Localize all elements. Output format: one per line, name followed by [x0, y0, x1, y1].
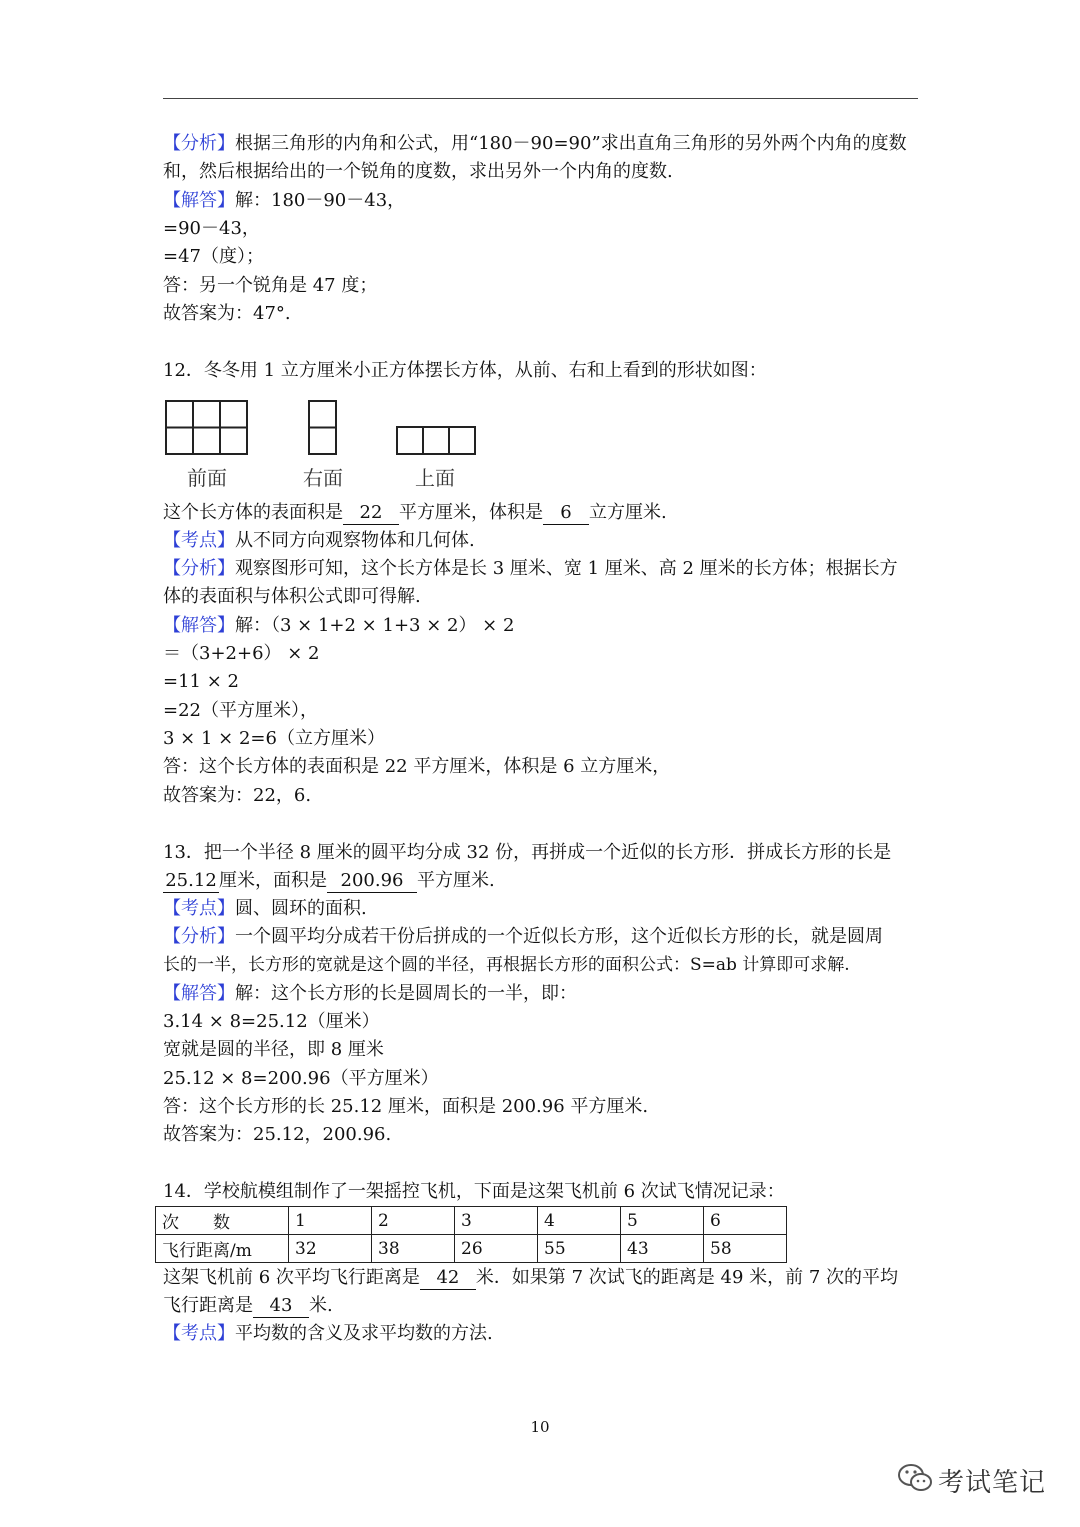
analysis-line: 体的表面积与体积公式即可得解.: [163, 586, 421, 607]
solution-line: 25.12 × 8=200.96（平方厘米）: [163, 1068, 439, 1089]
answer-blank: 6: [543, 502, 589, 525]
top-view-label: 上面: [415, 466, 455, 490]
table-cell: 4: [538, 1207, 621, 1235]
answer-blank: 200.96: [327, 870, 417, 893]
table-cell: 5: [621, 1207, 704, 1235]
final-answer-line: 故答案为：47°.: [163, 303, 291, 324]
answer-blank: 42: [420, 1267, 476, 1290]
table-cell: 3: [455, 1207, 538, 1235]
fill-in-line: 这架飞机前 6 次平均飞行距离是 42 米．如果第 7 次试飞的距离是 49 米，前 7 次的平均: [163, 1267, 899, 1288]
point-line: 【考点】圆、圆环的面积.: [163, 898, 367, 919]
solution-line: 3 × 1 × 2=6（立方厘米）: [163, 728, 385, 749]
table-cell: 58: [704, 1235, 787, 1263]
solution-line: 【解答】解：（3 × 1+2 × 1+3 × 2） × 2: [163, 615, 515, 636]
three-view-figure: [163, 398, 483, 490]
top-view-outline: [397, 427, 475, 454]
final-answer-line: 故答案为：25.12，200.96.: [163, 1124, 392, 1145]
analysis-line: 长的一半，长方形的宽就是这个圆的半径，再根据长方形的面积公式：S=ab 计算即可求解.: [163, 955, 850, 975]
point-line: 【考点】从不同方向观察物体和几何体.: [163, 530, 475, 551]
front-view-label: 前面: [187, 466, 227, 490]
solution-line: 宽就是圆的半径，即 8 厘米: [163, 1039, 384, 1060]
analysis-line: 【分析】一个圆平均分成若干份后拼成的一个近似长方形，这个近似长方形的长，就是圆周: [163, 926, 883, 947]
watermark: [896, 1458, 1066, 1502]
table-cell: 6: [704, 1207, 787, 1235]
header-rule: [163, 98, 918, 99]
table-header-cell: 次 数: [156, 1207, 289, 1235]
right-view-label: 右面: [303, 466, 343, 490]
three-view-drawing: [163, 398, 483, 460]
table-cell: 38: [372, 1235, 455, 1263]
answer-blank: 22: [343, 502, 399, 525]
answer-blank: 43: [253, 1295, 309, 1318]
question-14: 14．学校航模组制作了一架摇控飞机，下面是这架飞机前 6 次试飞情况记录：: [163, 1181, 785, 1202]
flight-record-table: [155, 1206, 787, 1263]
solution-line: 【解答】解：这个长方形的长是圆周长的一半，即：: [163, 983, 577, 1004]
table-header-cell: 飞行距离/m: [156, 1235, 289, 1263]
table-row: [156, 1235, 787, 1263]
solution-line: =22（平方厘米），: [163, 700, 318, 721]
answer-blank: 25.12: [163, 870, 219, 893]
fill-in-line: 飞行距离是 43 米.: [163, 1295, 333, 1316]
table-cell: 32: [289, 1235, 372, 1263]
question-13: 13．把一个半径 8 厘米的圆平均分成 32 份，再拼成一个近似的长方形．拼成长方形的长是: [163, 842, 892, 863]
solution-line: 【解答】解：180－90－43，: [163, 190, 406, 211]
solution-line: 3.14 × 8=25.12（厘米）: [163, 1011, 380, 1032]
analysis-line: 【分析】观察图形可知，这个长方体是长 3 厘米、宽 1 厘米、高 2 厘米的长方体；根据长方: [163, 558, 898, 579]
solution-line: =47（度）；: [163, 246, 264, 267]
page-number: 10: [530, 1418, 550, 1436]
answer-line: 答：另一个锐角是 47 度；: [163, 275, 378, 296]
solution-line: =90－43，: [163, 218, 260, 239]
table-cell: 1: [289, 1207, 372, 1235]
table-row: [156, 1207, 787, 1235]
fill-in-line: 这个长方体的表面积是 22 平方厘米，体积是 6 立方厘米.: [163, 502, 667, 523]
point-line: 【考点】平均数的含义及求平均数的方法.: [163, 1323, 493, 1344]
fill-in-line: 25.12 厘米，面积是 200.96 平方厘米.: [163, 868, 495, 894]
wechat-icon: [896, 1458, 936, 1498]
solution-line: ＝（3+2+6） × 2: [163, 643, 320, 664]
analysis-line: 和，然后根据给出的一个锐角的度数，求出另外一个内角的度数.: [163, 161, 673, 182]
analysis-line: 【分析】根据三角形的内角和公式，用“180－90=90”求出直角三角形的另外两个内角的度数: [163, 133, 907, 154]
table-cell: 2: [372, 1207, 455, 1235]
question-12: 12．冬冬用 1 立方厘米小正方体摆长方体，从前、右和上看到的形状如图：: [163, 360, 767, 381]
table-cell: 26: [455, 1235, 538, 1263]
final-answer-line: 故答案为：22，6.: [163, 785, 312, 806]
table-cell: 43: [621, 1235, 704, 1263]
answer-line: 答：这个长方形的长 25.12 厘米，面积是 200.96 平方厘米.: [163, 1096, 649, 1117]
solution-line: =11 × 2: [163, 671, 239, 692]
table-cell: 55: [538, 1235, 621, 1263]
answer-line: 答：这个长方体的表面积是 22 平方厘米，体积是 6 立方厘米，: [163, 756, 671, 777]
watermark-text: 考试笔记: [938, 1468, 1047, 1498]
